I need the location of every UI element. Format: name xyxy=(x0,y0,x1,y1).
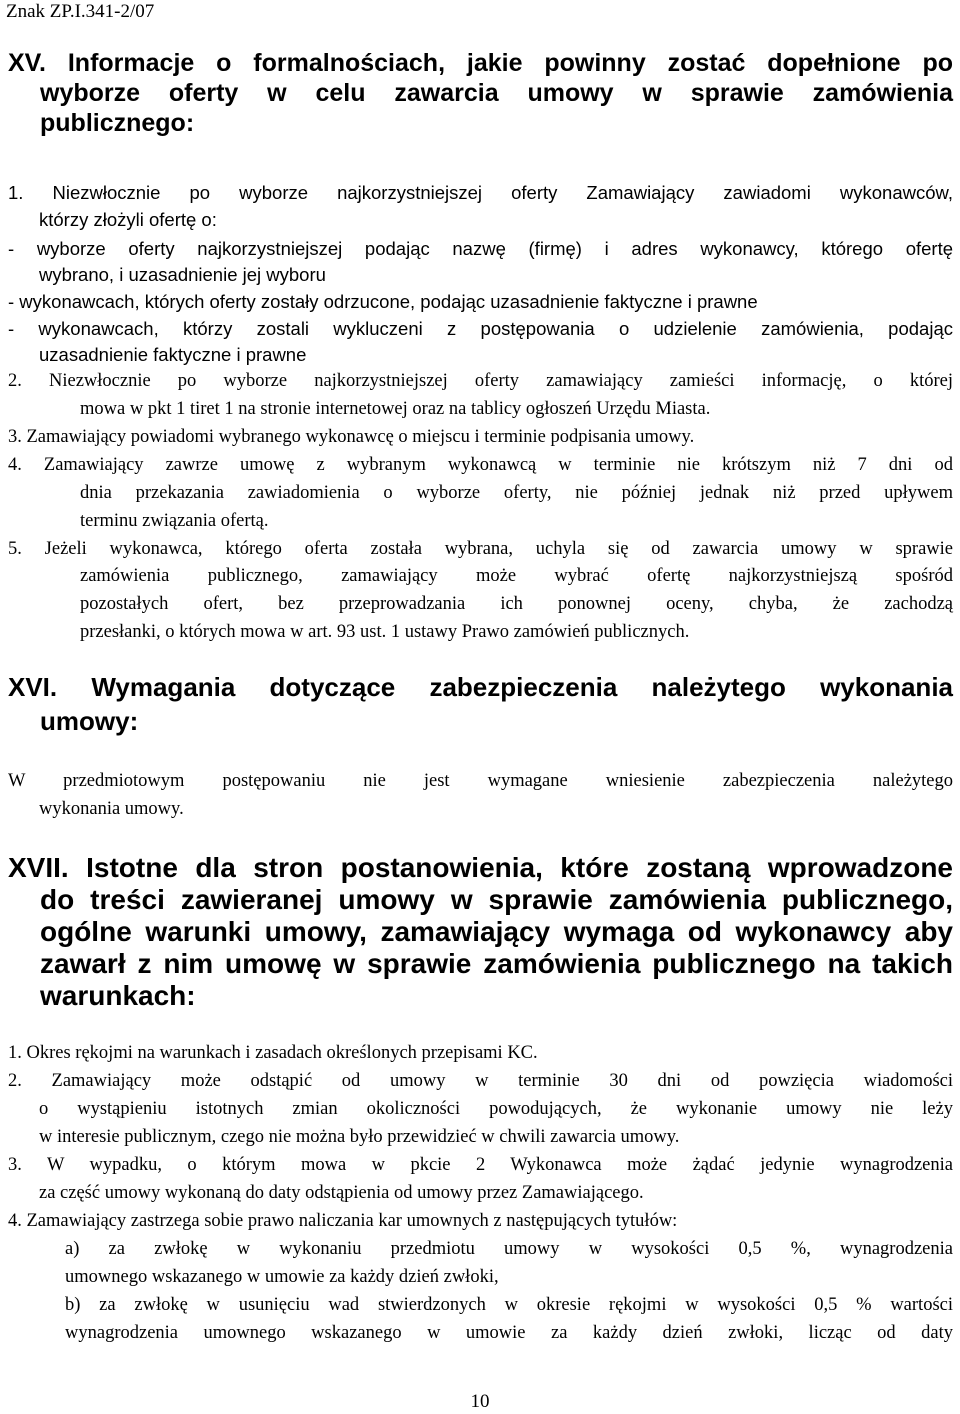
numbered-item-line: dnia przekazania zawiadomienia o wyborze oferty, nie później jednak niż przed upływem xyxy=(80,483,953,503)
page-number: 10 xyxy=(470,1391,490,1412)
document-reference: Znak ZP.I.341-2/07 xyxy=(6,1,155,22)
sub-item-line: b) za zwłokę w usunięciu wad stwierdzonych w okresie rękojmi w wysokości 0,5 % wartości xyxy=(65,1295,953,1315)
heading-line: wyborze oferty w celu zawarcia umowy w sprawie zamówienia xyxy=(40,79,953,107)
numbered-item-line: mowa w pkt 1 tiret 1 na stronie internetowej oraz na tablicy ogłoszeń Urzędu Miasta. xyxy=(80,399,711,419)
paragraph-line: wykonania umowy. xyxy=(39,799,184,819)
paragraph-line: 1. Niezwłocznie po wyborze najkorzystniejszej oferty Zamawiający zawiadomi wykonawców, xyxy=(8,182,953,203)
heading-line: XVII. Istotne dla stron postanowienia, które zostaną wprowadzone xyxy=(8,852,953,883)
heading-line: XV. Informacje o formalnościach, jakie powinny zostać dopełnione po xyxy=(8,49,953,77)
numbered-item-line: w interesie publicznym, czego nie można było przewidzieć w chwili zawarcia umowy. xyxy=(39,1127,680,1147)
heading-line: ogólne warunki umowy, zamawiający wymaga od wykonawcy aby xyxy=(40,916,953,947)
section-xvi-heading xyxy=(8,670,953,738)
numbered-item-line: 5. Jeżeli wykonawca, którego oferta została wybrana, uchyla się od zawarcia umowy w sprawie xyxy=(8,539,953,559)
list-item-line: wybrano, i uzasadnienie jej wyboru xyxy=(39,264,326,285)
numbered-item-line: 2. Zamawiający może odstąpić od umowy w terminie 30 dni od powzięcia wiadomości xyxy=(8,1071,953,1091)
list-item-line: uzasadnienie faktyczne i prawne xyxy=(39,344,307,365)
numbered-item-line: 2. Niezwłocznie po wyborze najkorzystniejszej oferty zamawiający zamieści informację, o której xyxy=(8,371,953,391)
paragraph-line: którzy złożyli ofertę o: xyxy=(39,209,217,230)
list-item-line: - wyborze oferty najkorzystniejszej podając nazwę (firmę) i adres wykonawcy, którego ofertę xyxy=(8,238,953,259)
numbered-item-line: za część umowy wykonaną do daty odstąpienia od umowy przez Zamawiającego. xyxy=(39,1183,644,1203)
heading-line: XVI. Wymagania dotyczące zabezpieczenia należytego wykonania xyxy=(8,672,953,702)
numbered-item-line: 3. W wypadku, o którym mowa w pkcie 2 Wykonawca może żądać jedynie wynagrodzenia xyxy=(8,1155,953,1175)
sub-item-line: umownego wskazanego w umowie za każdy dzień zwłoki, xyxy=(65,1267,499,1287)
section-xv-heading xyxy=(8,48,953,138)
numbered-item-line: 4. Zamawiający zastrzega sobie prawo naliczania kar umownych z następujących tytułów: xyxy=(8,1211,678,1231)
list-item-line: - wykonawcach, którzy zostali wykluczeni z postępowania o udzielenie zamówienia, podając xyxy=(8,318,953,339)
heading-line: warunkach: xyxy=(40,980,196,1011)
sub-item-line: a) za zwłokę w wykonaniu przedmiotu umowy w wysokości 0,5 %, wynagrodzenia xyxy=(65,1239,953,1259)
numbered-item-line: terminu związania ofertą. xyxy=(80,511,269,531)
numbered-item-line: przesłanki, o których mowa w art. 93 ust. 1 ustawy Prawo zamówień publicznych. xyxy=(80,622,690,642)
numbered-item-line: 4. Zamawiający zawrze umowę z wybranym wykonawcą w terminie nie krótszym niż 7 dni od xyxy=(8,455,953,475)
numbered-item-line: pozostałych ofert, bez przeprowadzania ich ponownej oceny, chyba, że zachodzą xyxy=(80,594,953,614)
sub-item-line: wynagrodzenia umownego wskazanego w umowie za każdy dzień zwłoki, licząc od daty xyxy=(65,1323,953,1343)
heading-line: umowy: xyxy=(40,706,139,736)
list-item-line: - wykonawcach, których oferty zostały odrzucone, podając uzasadnienie faktyczne i prawne xyxy=(8,291,758,312)
numbered-item-line: 3. Zamawiający powiadomi wybranego wykonawcę o miejscu i terminie podpisania umowy. xyxy=(8,427,695,447)
numbered-item-line: zamówienia publicznego, zamawiający może wybrać ofertę najkorzystniejszą spośród xyxy=(80,566,953,586)
numbered-item-line: o wystąpieniu istotnych zmian okoliczności powodujących, że wykonanie umowy nie leży xyxy=(39,1099,953,1119)
section-xvii-heading xyxy=(8,852,953,1012)
paragraph-line: W przedmiotowym postępowaniu nie jest wymagane wniesienie zabezpieczenia należytego xyxy=(8,771,953,791)
heading-line: zawarł z nim umowę w sprawie zamówienia publicznego na takich xyxy=(40,948,953,979)
heading-line: publicznego: xyxy=(40,109,195,137)
numbered-item-line: 1. Okres rękojmi na warunkach i zasadach określonych przepisami KC. xyxy=(8,1043,538,1063)
heading-line: do treści zawieranej umowy w sprawie zamówienia publicznego, xyxy=(40,884,953,915)
